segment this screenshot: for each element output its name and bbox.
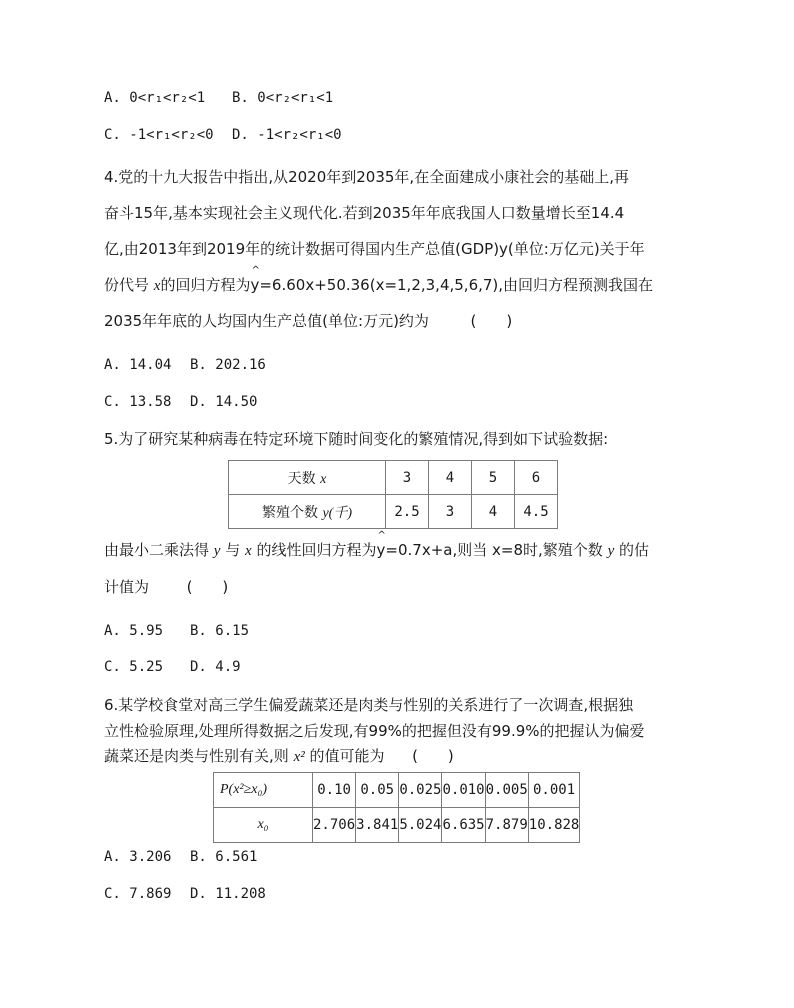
q6-p-cell: 0.010 [442,773,485,808]
q6-line-1: 6.某学校食堂对高三学生偏爱蔬菜还是肉类与性别的关系进行了一次调查,根据独 [104,696,634,714]
q3-option-b: B. 0<r₂<r₁<1 [232,90,334,106]
q4-option-d: D. 14.50 [190,394,258,410]
q4-line-4-c: 的回归方程为 [160,276,251,294]
q4-line-2: 奋斗15年,基本实现社会主义现代化.若到2035年年底我国人口数量增长至14.4 [104,204,625,222]
q6-option-a: A. 3.206 [104,849,172,865]
q4-line-4-a: 份代号 [104,276,150,294]
q6-x0-cell: 6.635 [442,808,485,843]
q5-option-c: C. 5.25 [104,659,164,675]
q4-option-b: B. 202.16 [190,357,266,373]
q5-option-d: D. 4.9 [190,659,241,675]
q4-line-5-text: 2035年年底的人均国内生产总值(单位:万元)约为 [104,312,429,330]
q5-line-3 [104,576,228,597]
q6-table-header-p: P(x²≥x₀) [214,773,313,808]
q5-line-2-a: 由最小二乘法得 [104,541,210,559]
q5-x-cell: 6 [515,461,558,495]
q4-line-5 [104,310,512,331]
q4-regression-eq: ^ y=6.60x+50.36(x=1,2,3,4,5,6,7) [250,276,498,294]
q5-line-2-b: 与 [225,541,241,559]
q6-line-3-c: 的值可能为 [309,747,385,765]
q5-option-a: A. 5.95 [104,623,164,639]
q5-option-b: B. 6.15 [190,623,250,639]
q5-y-cell: 4 [472,495,515,529]
q6-p-cell: 0.005 [485,773,528,808]
q5-x-cell: 4 [429,461,472,495]
q4-option-a: A. 14.04 [104,357,172,373]
q5-x-cell: 3 [386,461,429,495]
q6-p-cell: 0.001 [528,773,580,808]
q6-x0-cell: 10.828 [528,808,580,843]
q5-regression-eq: ^ y=0.7x+a [377,541,453,559]
q4-answer-paren: ( ) [470,312,513,330]
q5-var-y-2: y [607,543,615,559]
q6-option-c: C. 7.869 [104,886,172,902]
q6-x0-cell: 2.706 [313,808,356,843]
q5-y-cell: 3 [429,495,472,529]
q6-option-b: B. 6.561 [190,849,258,865]
q4-line-4 [104,274,653,295]
q6-x0-cell: 7.879 [485,808,528,843]
q6-answer-paren: ( ) [412,747,454,765]
q5-line-2-h: 的估 [619,541,650,559]
q6-line-3-a: 蔬菜还是肉类与性别有关,则 [104,747,289,765]
q6-critical-value-table [213,772,580,843]
q3-option-d: D. -1<r₂<r₁<0 [232,127,342,143]
q6-p-cell: 0.10 [313,773,356,808]
q5-line-3-text: 计值为 [104,578,150,596]
q5-y-cell: 2.5 [386,495,429,529]
q6-option-d: D. 11.208 [190,886,266,902]
q6-p-cell: 0.025 [399,773,442,808]
q4-var-x: x [153,278,161,294]
q5-y-cell: 4.5 [515,495,558,529]
q5-line-2-c: 的线性回归方程为 [256,541,377,559]
q6-var-x-squared: x² [293,749,305,765]
q5-line-2-d: ,则当 [452,541,488,559]
q4-line-4-d: ,由回归方程预测我国在 [498,276,654,294]
q5-table-header-days: 天数 x [229,461,386,495]
q6-p-cell: 0.05 [356,773,399,808]
q5-x-cell: 5 [472,461,515,495]
q4-line-1: 4.党的十九大报告中指出,从2020年到2035年,在全面建成小康社会的基础上,再 [104,168,629,186]
q5-line-2 [104,539,649,560]
q6-line-3 [104,745,454,766]
q4-option-c: C. 13.58 [104,394,172,410]
q5-var-x: x [245,543,252,559]
q3-option-a: A. 0<r₁<r₂<1 [104,90,206,106]
q5-table-header-count: 繁殖个数 y(千) [229,495,386,529]
q3-option-c: C. -1<r₁<r₂<0 [104,127,214,143]
q5-var-y: y [213,543,221,559]
q5-data-table [228,460,558,529]
q5-line-1: 5.为了研究某种病毒在特定环境下随时间变化的繁殖情况,得到如下试验数据: [104,430,609,448]
q5-answer-paren: ( ) [186,578,229,596]
q6-x0-cell: 3.841 [356,808,399,843]
q5-line-2-f: 时,繁殖个数 [523,541,603,559]
q5-line-2-e: x=8 [492,541,524,559]
q6-table-header-x0: x₀ [214,808,313,843]
q6-line-2: 立性检验原理,处理所得数据之后发现,有99%的把握但没有99.9%的把握认为偏爱 [104,722,645,740]
q4-line-3: 亿,由2013年到2019年的统计数据可得国内生产总值(GDP)y(单位:万亿元)关于年 [104,240,645,258]
q6-x0-cell: 5.024 [399,808,442,843]
